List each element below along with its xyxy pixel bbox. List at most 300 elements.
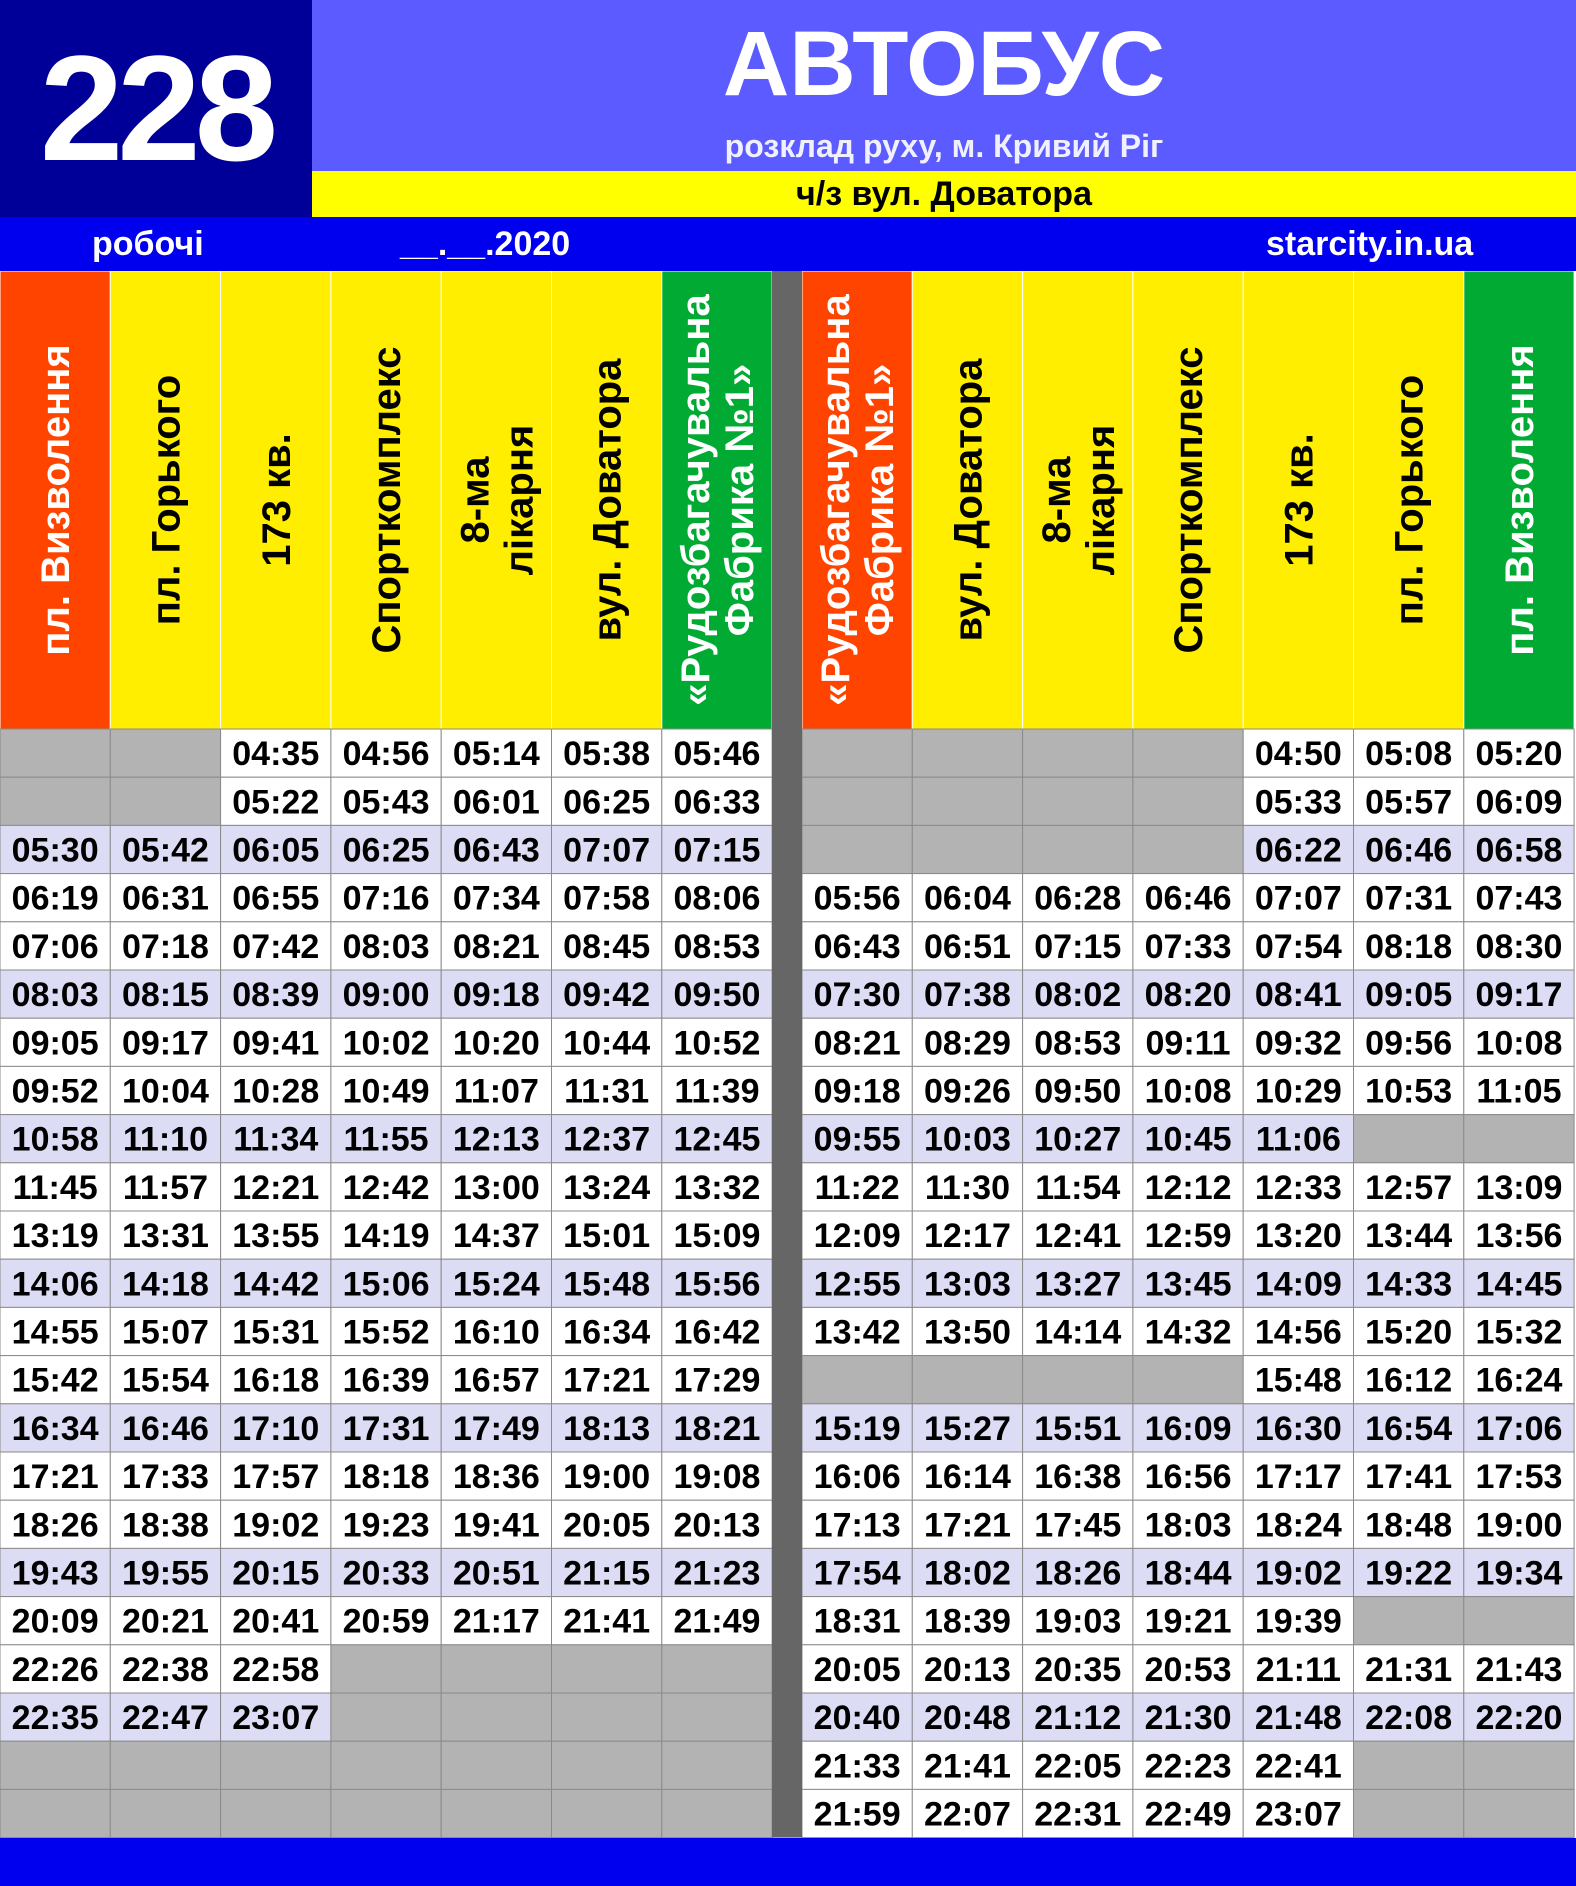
departure-time: 07:38 (923, 976, 1011, 1015)
departure-time: 18:26 (11, 1506, 99, 1545)
departure-time: 13:19 (11, 1217, 99, 1256)
departure-time: 09:55 (813, 1120, 901, 1159)
footer-bar (0, 1838, 1576, 1886)
departure-time: 07:43 (1475, 879, 1563, 918)
empty-cell (0, 729, 110, 777)
departure-time: 12:42 (342, 1168, 430, 1207)
departure-time: 16:12 (1365, 1361, 1453, 1400)
departure-time: 20:15 (232, 1554, 320, 1593)
departure-time: 17:21 (923, 1506, 1011, 1545)
stop-name-line: пл. Визволення (1497, 344, 1542, 656)
departure-time: 20:33 (342, 1554, 430, 1593)
departure-time: 15:54 (121, 1361, 209, 1400)
departure-time: 22:08 (1365, 1699, 1453, 1738)
empty-cell (552, 1645, 662, 1693)
departure-time: 06:33 (673, 783, 761, 822)
departure-time: 16:56 (1144, 1458, 1232, 1497)
empty-cell (802, 1356, 912, 1404)
departure-time: 13:03 (923, 1265, 1011, 1304)
departure-time: 15:27 (923, 1409, 1011, 1448)
departure-time: 20:13 (673, 1506, 761, 1545)
departure-time: 14:33 (1365, 1265, 1453, 1304)
departure-time: 11:07 (453, 1072, 539, 1111)
departure-time: 13:00 (452, 1168, 540, 1207)
departure-time: 08:03 (342, 927, 430, 966)
departure-time: 10:53 (1365, 1072, 1453, 1111)
departure-time: 10:03 (923, 1120, 1011, 1159)
departure-time: 07:33 (1144, 927, 1232, 966)
departure-time: 16:57 (452, 1361, 540, 1400)
departure-time: 21:41 (563, 1602, 651, 1641)
departure-time: 05:57 (1365, 783, 1453, 822)
departure-time: 09:50 (1034, 1072, 1122, 1111)
site-link[interactable]: starcity.in.ua (1266, 225, 1474, 263)
departure-time: 22:05 (1034, 1747, 1122, 1786)
stop-name-line: пл. Горького (1387, 374, 1432, 626)
departure-time: 22:23 (1144, 1747, 1232, 1786)
stop-name (365, 347, 409, 654)
empty-cell (110, 1789, 220, 1837)
departure-time: 21:23 (673, 1554, 761, 1593)
departure-time: 10:02 (342, 1024, 430, 1063)
stop-name-line: Спорткомплекс (365, 346, 410, 654)
departure-time: 05:14 (452, 735, 540, 774)
departure-time: 04:35 (232, 735, 320, 774)
departure-time: 13:20 (1254, 1217, 1342, 1256)
stop-name-line: вул. Доватора (585, 358, 630, 642)
departure-time: 07:06 (11, 927, 99, 966)
departure-time: 17:57 (232, 1458, 320, 1497)
departure-time: 15:48 (563, 1265, 651, 1304)
departure-time: 12:21 (232, 1168, 320, 1207)
departure-time: 10:58 (11, 1120, 99, 1159)
departure-time: 19:41 (452, 1506, 540, 1545)
departure-time: 20:40 (813, 1699, 901, 1738)
departure-time: 04:56 (342, 735, 430, 774)
empty-cell (802, 729, 912, 777)
departure-time: 13:09 (1475, 1168, 1563, 1207)
departure-time: 06:28 (1034, 879, 1122, 918)
departure-time: 17:41 (1365, 1458, 1453, 1497)
departure-time: 17:53 (1475, 1458, 1563, 1497)
empty-cell (912, 1356, 1022, 1404)
departure-time: 21:31 (1365, 1650, 1453, 1689)
departure-time: 14:09 (1254, 1265, 1342, 1304)
departure-time: 22:31 (1034, 1795, 1122, 1834)
departure-time: 08:18 (1365, 927, 1453, 966)
page-subtitle: розклад руху, м. Кривий Ріг (724, 128, 1164, 164)
route-number: 228 (0, 0, 312, 217)
departure-time: 12:12 (1144, 1168, 1232, 1207)
departure-time: 19:55 (121, 1554, 209, 1593)
departure-time: 18:24 (1254, 1506, 1342, 1545)
departure-time: 11:30 (924, 1168, 1010, 1207)
departure-time: 14:14 (1034, 1313, 1122, 1352)
departure-time: 04:50 (1254, 735, 1342, 774)
departure-time: 16:18 (232, 1361, 320, 1400)
departure-time: 17:10 (232, 1409, 320, 1448)
departure-time: 07:15 (1034, 927, 1122, 966)
empty-cell (221, 1789, 331, 1837)
departure-time: 09:05 (1365, 976, 1453, 1015)
stop-name-line: 8-ма (453, 456, 498, 544)
stop-name (1167, 347, 1211, 654)
departure-time: 14:19 (342, 1217, 430, 1256)
departure-time: 16:10 (452, 1313, 540, 1352)
departure-time: 19:08 (673, 1458, 761, 1497)
departure-time: 15:56 (673, 1265, 761, 1304)
empty-cell (1133, 825, 1243, 873)
departure-time: 14:18 (121, 1265, 209, 1304)
departure-time: 08:53 (673, 927, 761, 966)
empty-cell (110, 777, 220, 825)
departure-time: 11:05 (1476, 1072, 1562, 1111)
departure-time: 18:13 (563, 1409, 651, 1448)
stop-name (1388, 375, 1432, 625)
departure-time: 21:15 (563, 1554, 651, 1593)
departure-time: 22:41 (1254, 1747, 1342, 1786)
stop-name-line: Спорткомплекс (1167, 346, 1212, 654)
departure-time: 16:30 (1254, 1409, 1342, 1448)
departure-time: 12:09 (813, 1217, 901, 1256)
departure-time: 09:32 (1254, 1024, 1342, 1063)
departure-time: 08:53 (1034, 1024, 1122, 1063)
departure-time: 15:48 (1254, 1361, 1342, 1400)
departure-time: 22:49 (1144, 1795, 1232, 1834)
timetable-grid (0, 271, 1576, 1838)
departure-time: 10:49 (342, 1072, 430, 1111)
departure-time: 09:05 (11, 1024, 99, 1063)
stop-name (1498, 344, 1542, 655)
departure-time: 15:52 (342, 1313, 430, 1352)
departure-time: 06:22 (1254, 831, 1342, 870)
empty-cell (662, 1789, 772, 1837)
departure-time: 14:06 (11, 1265, 99, 1304)
departure-time: 10:08 (1144, 1072, 1232, 1111)
departure-time: 20:05 (813, 1650, 901, 1689)
empty-cell (912, 729, 1022, 777)
stop-name (255, 433, 299, 567)
empty-cell (331, 1645, 441, 1693)
empty-cell (1464, 1115, 1574, 1163)
departure-time: 09:52 (11, 1072, 99, 1111)
departure-time: 13:56 (1475, 1217, 1563, 1256)
empty-cell (912, 825, 1022, 873)
departure-time: 23:07 (232, 1699, 320, 1738)
departure-time: 16:34 (11, 1409, 99, 1448)
stop-name-line: пл. Визволення (34, 344, 79, 656)
departure-time: 14:37 (452, 1217, 540, 1256)
stop-name-line: «Рудозбагачувальна (814, 294, 859, 706)
departure-time: 11:55 (343, 1120, 429, 1159)
departure-time: 08:29 (923, 1024, 1011, 1063)
empty-cell (1354, 1741, 1464, 1789)
departure-time: 05:22 (232, 783, 320, 822)
stop-name-line: Фабрика №1» (717, 363, 762, 637)
empty-cell (1133, 777, 1243, 825)
departure-time: 14:56 (1254, 1313, 1342, 1352)
empty-cell (912, 777, 1022, 825)
departure-time: 11:57 (122, 1168, 208, 1207)
empty-cell (802, 777, 912, 825)
departure-time: 12:41 (1034, 1217, 1122, 1256)
departure-time: 09:50 (673, 976, 761, 1015)
departure-time: 07:31 (1365, 879, 1453, 918)
departure-time: 09:17 (121, 1024, 209, 1063)
departure-time: 19:00 (1475, 1506, 1563, 1545)
empty-cell (0, 1789, 110, 1837)
departure-time: 13:50 (923, 1313, 1011, 1352)
departure-time: 08:21 (813, 1024, 901, 1063)
departure-time: 13:32 (673, 1168, 761, 1207)
departure-time: 13:45 (1144, 1265, 1232, 1304)
empty-cell (0, 1741, 110, 1789)
departure-time: 17:13 (813, 1506, 901, 1545)
departure-time: 07:16 (342, 879, 430, 918)
departure-time: 09:41 (232, 1024, 320, 1063)
empty-cell (1354, 1597, 1464, 1645)
departure-time: 12:17 (923, 1217, 1011, 1256)
departure-time: 21:12 (1034, 1699, 1122, 1738)
departure-time: 15:09 (673, 1217, 761, 1256)
empty-cell (441, 1645, 551, 1693)
departure-time: 06:01 (452, 783, 540, 822)
departure-time: 17:45 (1034, 1506, 1122, 1545)
departure-time: 08:15 (121, 976, 209, 1015)
departure-time: 06:25 (342, 831, 430, 870)
departure-time: 21:33 (813, 1747, 901, 1786)
departure-time: 08:30 (1475, 927, 1563, 966)
departure-time: 16:46 (121, 1409, 209, 1448)
departure-time: 19:02 (232, 1506, 320, 1545)
stop-name-line: «Рудозбагачувальна (673, 294, 718, 706)
empty-cell (441, 1789, 551, 1837)
departure-time: 05:08 (1365, 735, 1453, 774)
empty-cell (1354, 1115, 1464, 1163)
departure-time: 21:59 (813, 1795, 901, 1834)
departure-time: 19:00 (563, 1458, 651, 1497)
departure-time: 18:36 (452, 1458, 540, 1497)
empty-cell (110, 1741, 220, 1789)
departure-time: 05:43 (342, 783, 430, 822)
empty-cell (331, 1741, 441, 1789)
departure-time: 16:14 (923, 1458, 1011, 1497)
departure-time: 11:06 (1255, 1120, 1341, 1159)
departure-time: 11:39 (674, 1072, 760, 1111)
empty-cell (1464, 1741, 1574, 1789)
departure-time: 18:26 (1034, 1554, 1122, 1593)
departure-time: 14:42 (232, 1265, 320, 1304)
departure-time: 17:17 (1254, 1458, 1342, 1497)
departure-time: 08:21 (452, 927, 540, 966)
departure-time: 15:32 (1475, 1313, 1563, 1352)
departure-time: 06:46 (1144, 879, 1232, 918)
departure-time: 07:58 (563, 879, 651, 918)
departure-time: 21:41 (923, 1747, 1011, 1786)
departure-time: 10:04 (121, 1072, 209, 1111)
departure-time: 07:30 (813, 976, 901, 1015)
departure-time: 13:44 (1365, 1217, 1453, 1256)
departure-time: 06:43 (452, 831, 540, 870)
departure-time: 12:37 (563, 1120, 651, 1159)
departure-time: 22:35 (11, 1699, 99, 1738)
departure-time: 06:25 (563, 783, 651, 822)
departure-time: 18:03 (1144, 1506, 1232, 1545)
departure-time: 19:21 (1144, 1602, 1232, 1641)
departure-time: 21:43 (1475, 1650, 1563, 1689)
departure-time: 14:45 (1475, 1265, 1563, 1304)
departure-time: 20:59 (342, 1602, 430, 1641)
departure-time: 14:32 (1144, 1313, 1232, 1352)
empty-cell (0, 777, 110, 825)
departure-time: 18:31 (813, 1602, 901, 1641)
departure-time: 18:48 (1365, 1506, 1453, 1545)
departure-time: 18:18 (342, 1458, 430, 1497)
departure-time: 19:34 (1475, 1554, 1563, 1593)
departure-time: 06:31 (121, 879, 209, 918)
departure-time: 17:49 (452, 1409, 540, 1448)
departure-time: 13:27 (1034, 1265, 1122, 1304)
departure-time: 16:42 (673, 1313, 761, 1352)
departure-time: 09:18 (813, 1072, 901, 1111)
departure-time: 12:57 (1365, 1168, 1453, 1207)
stop-name-line: 8-ма (1034, 456, 1079, 544)
departure-time: 20:09 (11, 1602, 99, 1641)
empty-cell (662, 1645, 772, 1693)
departure-time: 08:02 (1034, 976, 1122, 1015)
departure-time: 20:21 (121, 1602, 209, 1641)
info-bar (0, 217, 1576, 271)
departure-time: 07:15 (673, 831, 761, 870)
departure-time: 11:31 (564, 1072, 650, 1111)
departure-time: 18:44 (1144, 1554, 1232, 1593)
departure-time: 08:39 (232, 976, 320, 1015)
empty-cell (331, 1693, 441, 1741)
departure-time: 14:55 (11, 1313, 99, 1352)
departure-time: 09:42 (563, 976, 651, 1015)
departure-time: 15:31 (232, 1313, 320, 1352)
empty-cell (331, 1789, 441, 1837)
departure-time: 13:24 (563, 1168, 651, 1207)
departure-time: 15:19 (813, 1409, 901, 1448)
departure-time: 22:20 (1475, 1699, 1563, 1738)
departure-time: 21:48 (1254, 1699, 1342, 1738)
departure-time: 15:07 (121, 1313, 209, 1352)
departure-time: 08:03 (11, 976, 99, 1015)
departure-time: 18:39 (923, 1602, 1011, 1641)
empty-cell (1354, 1789, 1464, 1837)
departure-time: 19:23 (342, 1506, 430, 1545)
via-street: ч/з вул. Доватора (312, 171, 1576, 217)
departure-time: 06:43 (813, 927, 901, 966)
departure-time: 15:24 (452, 1265, 540, 1304)
departure-time: 09:56 (1365, 1024, 1453, 1063)
departure-time: 16:09 (1144, 1409, 1232, 1448)
stop-name-line: вул. Доватора (946, 358, 991, 642)
departure-time: 08:06 (673, 879, 761, 918)
departure-time: 13:31 (121, 1217, 209, 1256)
page-title: АВТОБУС (722, 13, 1166, 115)
empty-cell (1023, 1356, 1133, 1404)
departure-time: 15:06 (342, 1265, 430, 1304)
departure-time: 12:45 (673, 1120, 761, 1159)
stop-name (946, 358, 990, 642)
departure-time: 22:26 (11, 1650, 99, 1689)
departure-time: 07:54 (1254, 927, 1342, 966)
departure-time: 07:18 (121, 927, 209, 966)
departure-time: 06:46 (1365, 831, 1453, 870)
departure-time: 11:10 (122, 1120, 208, 1159)
departure-time: 23:07 (1254, 1795, 1342, 1834)
departure-time: 20:35 (1034, 1650, 1122, 1689)
departure-time: 17:21 (563, 1361, 651, 1400)
departure-time: 15:42 (11, 1361, 99, 1400)
departure-time: 11:45 (12, 1168, 98, 1207)
departure-time: 06:58 (1475, 831, 1563, 870)
departure-time: 17:33 (121, 1458, 209, 1497)
departure-time: 07:34 (452, 879, 540, 918)
departure-time: 20:51 (452, 1554, 540, 1593)
empty-cell (552, 1693, 662, 1741)
empty-cell (1023, 825, 1133, 873)
departure-time: 05:42 (121, 831, 209, 870)
departure-time: 08:20 (1144, 976, 1232, 1015)
departure-time: 06:04 (923, 879, 1011, 918)
day-type: робочі (92, 225, 204, 263)
departure-time: 22:47 (121, 1699, 209, 1738)
departure-time: 19:02 (1254, 1554, 1342, 1593)
departure-time: 08:45 (563, 927, 651, 966)
stop-name (586, 358, 630, 642)
departure-time: 19:39 (1254, 1602, 1342, 1641)
departure-time: 08:41 (1254, 976, 1342, 1015)
departure-time: 16:39 (342, 1361, 430, 1400)
empty-cell (1133, 729, 1243, 777)
departure-time: 19:22 (1365, 1554, 1453, 1593)
departure-time: 17:31 (342, 1409, 430, 1448)
departure-time: 05:46 (673, 735, 761, 774)
empty-cell (662, 1741, 772, 1789)
stop-name (34, 344, 78, 655)
departure-time: 11:22 (814, 1168, 900, 1207)
departure-time: 21:49 (673, 1602, 761, 1641)
departure-time: 11:54 (1035, 1168, 1121, 1207)
empty-cell (221, 1741, 331, 1789)
departure-time: 13:55 (232, 1217, 320, 1256)
empty-cell (1464, 1597, 1574, 1645)
departure-time: 13:42 (813, 1313, 901, 1352)
departure-time: 19:43 (11, 1554, 99, 1593)
departure-time: 15:01 (563, 1217, 651, 1256)
departure-time: 18:38 (121, 1506, 209, 1545)
departure-time: 22:07 (923, 1795, 1011, 1834)
empty-cell (110, 729, 220, 777)
departure-time: 10:08 (1475, 1024, 1563, 1063)
departure-time: 10:28 (232, 1072, 320, 1111)
departure-time: 21:30 (1144, 1699, 1232, 1738)
title-box (312, 0, 1576, 171)
stop-name (1277, 433, 1321, 567)
departure-time: 11:34 (233, 1120, 319, 1159)
departure-time: 05:33 (1254, 783, 1342, 822)
empty-cell (552, 1789, 662, 1837)
departure-time: 09:17 (1475, 976, 1563, 1015)
empty-cell (441, 1693, 551, 1741)
departure-time: 07:07 (563, 831, 651, 870)
departure-time: 10:45 (1144, 1120, 1232, 1159)
departure-time: 21:11 (1255, 1650, 1341, 1689)
empty-cell (662, 1693, 772, 1741)
